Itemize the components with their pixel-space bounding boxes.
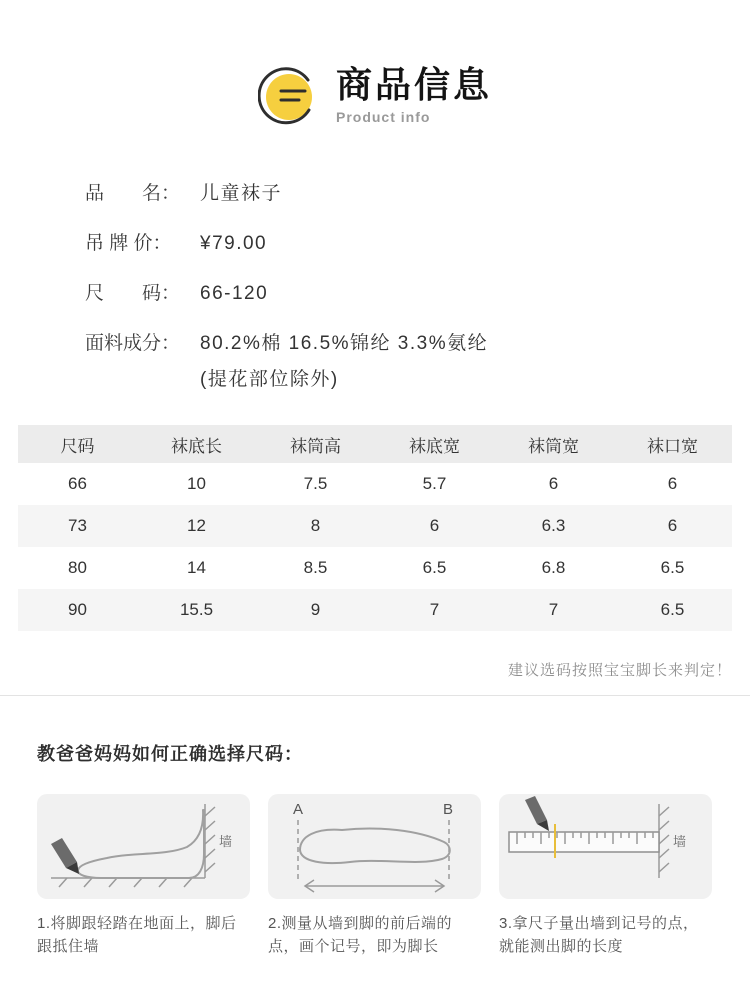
field-value: ¥79.00 <box>200 233 268 254</box>
step3-illustration <box>499 794 712 899</box>
header-text <box>336 65 492 126</box>
guide-steps <box>37 794 713 959</box>
cell: 90 <box>68 600 87 619</box>
field-value-wrap <box>200 328 488 391</box>
cell: 73 <box>68 516 87 535</box>
field-value-note: (提花部位除外) <box>200 369 339 390</box>
step3-text: 3.拿尺子量出墙到记号的点，就能测出脚的长度 <box>499 915 699 956</box>
guide-title: 教爸爸妈妈如何正确选择尺码： <box>37 744 303 764</box>
cell: 7 <box>548 600 559 619</box>
cell: 15.5 <box>179 600 214 619</box>
page-title: 商品信息 <box>335 63 492 105</box>
col-header-tube-height: 袜筒高 <box>256 425 375 463</box>
cell: 10 <box>187 474 206 493</box>
step2-text: 2.测量从墙到脚的前后端的点，画个记号，即为脚长 <box>268 915 453 956</box>
cell: 8.5 <box>303 558 328 577</box>
cell: 5.7 <box>422 474 447 493</box>
table-row <box>18 547 732 589</box>
col-header-sole-length: 袜底长 <box>137 425 256 463</box>
cell: 7 <box>429 600 440 619</box>
col-header-sole-width: 袜底宽 <box>375 425 494 463</box>
cell: 12 <box>187 516 206 535</box>
cell: 6 <box>548 474 559 493</box>
col-header-size: 尺码 <box>18 425 137 463</box>
field-fabric <box>85 328 750 391</box>
cell: 14 <box>187 558 206 577</box>
cell: 66 <box>68 474 87 493</box>
col-header-opening-width: 袜口宽 <box>613 425 732 463</box>
measuring-guide <box>0 740 750 959</box>
cell: 6.5 <box>660 558 685 577</box>
table-row <box>18 505 732 547</box>
cell: 6 <box>667 516 678 535</box>
guide-step-3 <box>499 794 712 959</box>
field-label: 尺 码： <box>85 283 181 304</box>
section-divider <box>0 695 750 696</box>
col-header-tube-width: 袜筒宽 <box>494 425 613 463</box>
field-label: 品 名： <box>85 183 181 204</box>
cell: 6.3 <box>541 516 566 535</box>
cell: 6 <box>667 474 678 493</box>
field-value: 80.2%棉 16.5%锦纶 3.3%氨纶 <box>200 333 489 354</box>
foot-against-wall-icon <box>37 794 250 899</box>
page-header <box>0 0 750 126</box>
cell: 9 <box>310 600 321 619</box>
size-advice-note: 建议选码按照宝宝脚长来判定！ <box>507 662 732 679</box>
cell: 6 <box>429 516 440 535</box>
guide-step-1 <box>37 794 250 959</box>
wall-label: 墙 <box>673 834 687 849</box>
point-b-label: B <box>443 801 454 818</box>
cell: 6.5 <box>422 558 447 577</box>
field-size-range <box>85 278 750 305</box>
step1-text: 1.将脚跟轻踏在地面上，脚后跟抵住墙 <box>37 915 237 956</box>
size-table-header-row <box>18 425 732 463</box>
product-fields <box>85 178 750 391</box>
cell: 6.5 <box>660 600 685 619</box>
wall-label: 墙 <box>219 834 233 849</box>
field-label: 面料成分： <box>85 333 181 354</box>
foot-outline-measure-icon <box>268 794 481 899</box>
field-value: 66-120 <box>200 283 269 304</box>
table-row <box>18 463 732 505</box>
cell: 7.5 <box>303 474 328 493</box>
table-row <box>18 589 732 631</box>
cell: 6.8 <box>541 558 566 577</box>
field-tag-price <box>85 228 750 255</box>
field-product-name <box>85 178 750 205</box>
pencil-icon <box>51 838 77 868</box>
point-a-label: A <box>293 801 304 818</box>
page-subtitle: Product info <box>335 109 431 126</box>
guide-step-2 <box>268 794 481 959</box>
pencil-icon <box>525 796 547 824</box>
product-info-icon <box>258 64 320 126</box>
cell: 8 <box>310 516 321 535</box>
field-label: 吊 牌 价： <box>85 233 172 254</box>
step1-illustration <box>37 794 250 899</box>
ruler-measure-icon <box>499 794 712 899</box>
cell: 80 <box>68 558 87 577</box>
size-table <box>18 425 732 631</box>
field-value: 儿童袜子 <box>200 183 283 204</box>
step2-illustration <box>268 794 481 899</box>
